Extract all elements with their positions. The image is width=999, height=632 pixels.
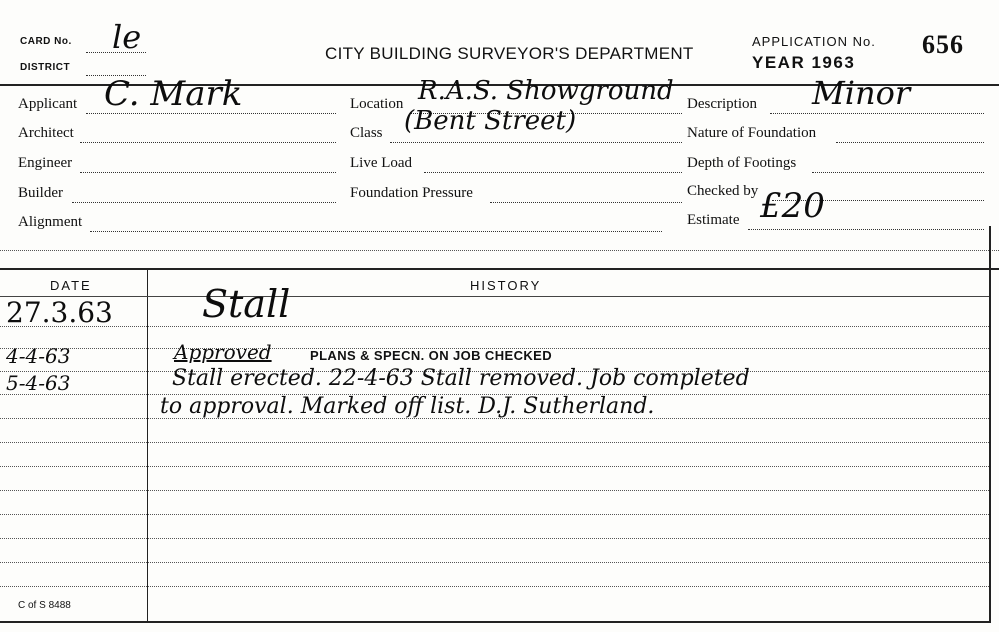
location-label: Location — [350, 96, 404, 112]
history-line — [0, 442, 989, 443]
history-date: 27.3.63 — [6, 296, 113, 329]
department-title: CITY BUILDING SURVEYOR'S DEPARTMENT — [325, 44, 694, 63]
estimate-line — [748, 229, 984, 230]
history-line — [0, 586, 989, 587]
alignment-line — [90, 231, 662, 232]
right-edge-rule — [989, 226, 991, 622]
card-no-value: le — [112, 18, 142, 56]
history-line — [0, 326, 989, 327]
applicant-label: Applicant — [18, 96, 78, 112]
form-code: C of S 8488 — [18, 600, 71, 611]
class-line — [390, 142, 682, 143]
alignment-label: Alignment — [18, 214, 83, 230]
history-header-rule — [0, 296, 989, 297]
date-column-divider — [147, 270, 148, 622]
architect-line — [80, 142, 336, 143]
depth-of-footings-line — [812, 172, 984, 173]
checked-by-label: Checked by — [687, 183, 759, 199]
location-value: R.A.S. Showground — [418, 76, 674, 106]
live-load-line — [424, 172, 682, 173]
application-number: 656 — [922, 30, 964, 59]
date-header: DATE — [50, 278, 92, 293]
class-label: Class — [350, 125, 383, 141]
depth-of-footings-label: Depth of Footings — [687, 155, 797, 171]
description-label: Description — [687, 96, 757, 112]
history-line — [0, 490, 989, 491]
class-value: (Bent Street) — [404, 106, 577, 136]
history-date: 4-4-63 — [6, 344, 71, 368]
nature-of-foundation-line — [836, 142, 984, 143]
architect-label: Architect — [18, 125, 74, 141]
builder-label: Builder — [18, 185, 63, 201]
estimate-label: Estimate — [687, 212, 740, 228]
history-line — [0, 538, 989, 539]
history-entry-printed: PLANS & SPECN. ON JOB CHECKED — [310, 348, 553, 363]
builder-line — [72, 202, 336, 203]
engineer-line — [80, 172, 336, 173]
foundation-pressure-line — [490, 202, 682, 203]
description-line — [770, 113, 984, 114]
application-label: APPLICATION No. — [752, 34, 876, 49]
history-entry: Stall — [202, 282, 291, 326]
history-date: 5-4-63 — [6, 371, 71, 395]
card-no-label: CARD No. — [20, 36, 72, 47]
history-entry: to approval. Marked off list. D.J. Sutherland. — [160, 394, 655, 419]
foundation-pressure-label: Foundation Pressure — [350, 185, 473, 201]
history-line — [0, 466, 989, 467]
history-entry-hand: Approved — [174, 340, 272, 364]
bottom-rule — [0, 621, 991, 623]
fields-bottom-dotted — [0, 250, 999, 251]
description-value: Minor — [812, 74, 911, 112]
history-line — [0, 514, 989, 515]
history-header: HISTORY — [470, 278, 542, 293]
engineer-label: Engineer — [18, 155, 73, 171]
history-line — [0, 562, 989, 563]
history-entry: Stall erected. 22-4-63 Stall removed. Job completed — [172, 366, 750, 391]
history-top-rule — [0, 268, 999, 270]
live-load-label: Live Load — [350, 155, 413, 171]
nature-of-foundation-label: Nature of Foundation — [687, 125, 817, 141]
checked-by-value: £20 — [760, 186, 825, 226]
district-label: DISTRICT — [20, 62, 71, 73]
year-label: YEAR 1963 — [752, 53, 856, 72]
applicant-value: C. Mark — [104, 74, 243, 114]
